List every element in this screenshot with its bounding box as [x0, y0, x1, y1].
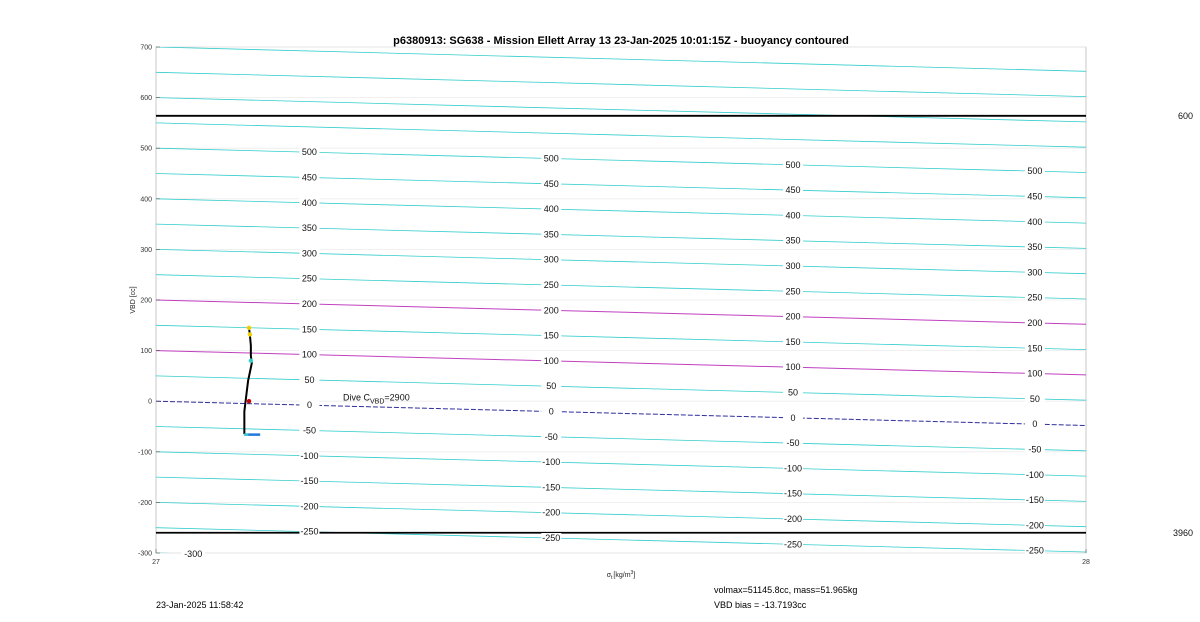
track-marker: [247, 399, 251, 403]
y-tick-label: 400: [140, 196, 152, 204]
x-axis-label-close: ]: [633, 572, 636, 579]
contour-label: 250: [301, 273, 317, 284]
contour-label: 300: [543, 254, 559, 265]
contour-label: -200: [542, 507, 561, 518]
footer-volmax: volmax=51145.8cc, mass=51.965kg: [714, 585, 858, 595]
contour-label: 50: [1029, 393, 1040, 404]
y-tick-label: -100: [137, 449, 152, 457]
y-tick-label: 0: [148, 398, 152, 406]
y-tick-label: 300: [140, 246, 152, 254]
contour-label: 500: [1027, 166, 1043, 177]
contour-label: 450: [301, 172, 317, 183]
x-tick-label: 27: [152, 559, 160, 566]
contour-label: -250: [784, 539, 803, 550]
y-axis-label: VBD [cc]: [130, 286, 137, 314]
contour-label: 100: [1027, 368, 1043, 379]
contour-label: 450: [785, 185, 801, 196]
track-marker: [248, 332, 252, 336]
contour-label: 500: [301, 147, 317, 158]
y-tick-label: 200: [140, 297, 152, 305]
contour-label: 300: [785, 261, 801, 272]
track-marker: [247, 326, 251, 330]
contour-label: 400: [785, 210, 801, 221]
contour-label: 150: [301, 324, 317, 335]
limit-label: 3960: [1172, 527, 1193, 538]
contour-label: 200: [301, 299, 317, 310]
footer-vbd-bias: VBD bias = -13.7193cc: [714, 600, 807, 610]
y-tick-label: 500: [140, 145, 152, 153]
dive-annotation: Dive $C_{VBD}=2900$: [343, 392, 410, 406]
contour-label: 400: [301, 197, 317, 208]
chart-title: p6380913: SG638 - Mission Ellett Array 13 23-Jan-2025 10:01:15Z - buoyancy contoured: [393, 35, 849, 47]
contour-label: 50: [788, 387, 799, 398]
contour-label: 100: [785, 362, 801, 373]
contour-label: 450: [543, 178, 559, 189]
x-axis-label-unit: [kg/m: [613, 572, 631, 579]
contour-label: 450: [1027, 191, 1043, 202]
contour-label: 500: [785, 159, 801, 170]
y-tick-label: -200: [137, 499, 152, 507]
track-marker: [249, 359, 253, 363]
contour-label: 250: [543, 280, 559, 291]
x-axis-label-symbol: σ: [606, 572, 612, 579]
contour-label: 0: [1032, 419, 1038, 430]
contour-label: -150: [784, 488, 803, 499]
contour-label: 350: [785, 235, 801, 246]
contour-label: -200: [300, 501, 319, 512]
contour-label: -100: [542, 457, 561, 468]
limit-label: 600: [1177, 110, 1193, 121]
contour-label: 0: [548, 406, 554, 417]
contour-label: -50: [1028, 444, 1042, 455]
contour-label: 50: [304, 374, 315, 385]
contour-label: -250: [1025, 545, 1044, 556]
contour-label: 100: [543, 355, 559, 366]
contour-label: -200: [784, 514, 803, 525]
contour-label: -50: [544, 431, 558, 442]
contour-label: 150: [543, 330, 559, 341]
contour-label: 500: [543, 153, 559, 164]
x-axis-label: [607, 570, 636, 581]
contour-label: 50: [546, 381, 557, 392]
x-axis-label-sup: 3: [630, 570, 634, 576]
contour-label: 250: [1027, 292, 1043, 303]
contour-label: 100: [301, 349, 317, 360]
contour-label: -50: [786, 438, 800, 449]
contour-label: 200: [543, 305, 559, 316]
contour-label: 0: [790, 412, 796, 423]
contour-label: -100: [300, 450, 319, 461]
y-tick-label: -300: [137, 550, 152, 558]
contour-label: 300: [1027, 267, 1043, 278]
contour-label: 200: [1027, 317, 1043, 328]
contour-label: -100: [1025, 469, 1044, 480]
contour-label: -150: [542, 482, 561, 493]
x-axis-label-sub: t: [611, 575, 613, 581]
contour-label: 150: [785, 336, 801, 347]
contour-label: -150: [300, 476, 319, 487]
contour-label: -50: [302, 425, 316, 436]
footer-timestamp: 23-Jan-2025 11:58:42: [156, 600, 244, 610]
contour-label: 150: [1027, 343, 1043, 354]
contour-label: -250: [542, 533, 561, 544]
contour-label: -250: [300, 526, 319, 537]
contour-label: 350: [543, 229, 559, 240]
y-tick-label: 600: [140, 95, 152, 103]
contour-label: 350: [301, 223, 317, 234]
x-tick-label: 28: [1082, 559, 1090, 566]
contour-label: 250: [785, 286, 801, 297]
contour-label: -200: [1025, 520, 1044, 531]
contour-label: 400: [543, 204, 559, 215]
y-tick-label: 700: [140, 44, 152, 52]
contour-label: -300: [184, 549, 203, 559]
contour-label: 300: [301, 248, 317, 259]
y-tick-label: 100: [140, 348, 152, 356]
contour-label: 0: [306, 400, 312, 411]
contour-label: 200: [785, 311, 801, 322]
contour-label: -100: [784, 463, 803, 474]
contour-label: -150: [1025, 495, 1044, 506]
contour-label: 400: [1027, 216, 1043, 227]
contour-label: 350: [1027, 242, 1043, 253]
